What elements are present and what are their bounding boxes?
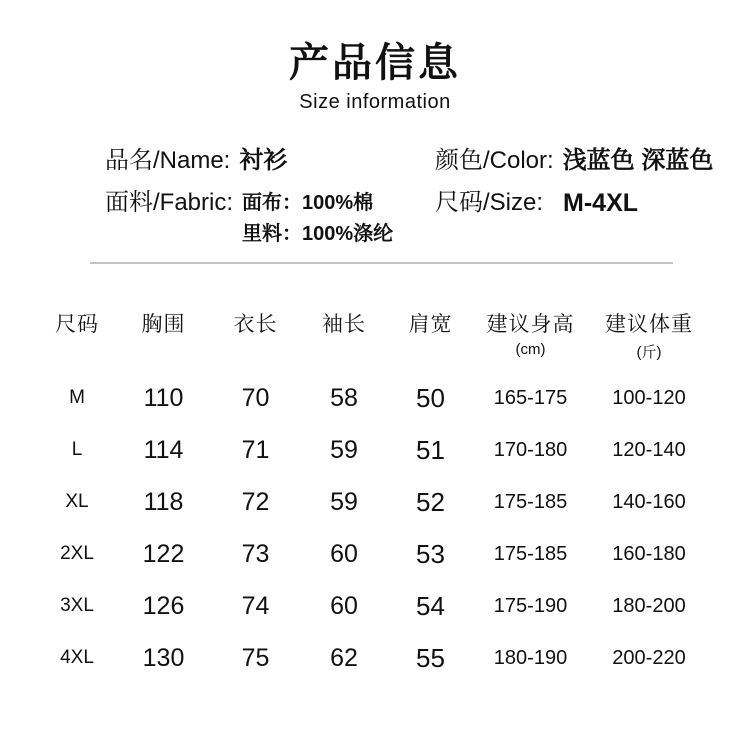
cell-height: 170-180: [493, 438, 568, 461]
page-subtitle: Size information: [299, 91, 451, 113]
cell-sleeve: 59: [330, 435, 358, 464]
fabric-lining-line: 里料：100%涤纶: [242, 223, 394, 245]
table-header-row: [38, 308, 710, 362]
cell-sleeve: 62: [330, 643, 358, 672]
product-color-label: 颜色/Color:: [435, 147, 554, 174]
cell-sleeve: 60: [330, 539, 358, 568]
product-color-row: [435, 146, 713, 176]
cell-chest: 126: [142, 591, 185, 620]
size-table: [38, 308, 710, 684]
product-fabric-value: [242, 188, 393, 250]
cell-weight: 100-120: [612, 386, 686, 409]
cell-length: 74: [241, 591, 270, 620]
cell-length: 73: [241, 539, 270, 568]
cell-weight: 160-180: [612, 542, 686, 565]
table-row: [38, 580, 710, 632]
product-name-label: 品名/Name:: [105, 147, 231, 174]
cell-length: 75: [241, 643, 270, 672]
cell-chest: 114: [143, 435, 184, 464]
cell-size: 2XL: [60, 543, 94, 564]
cell-size: 3XL: [60, 595, 94, 616]
cell-length: 71: [241, 435, 270, 464]
table-row: [38, 528, 710, 580]
cell-chest: 110: [143, 383, 184, 412]
cell-chest: 118: [143, 487, 184, 516]
table-row: [38, 424, 710, 476]
cell-height: 165-175: [493, 386, 568, 409]
cell-size: L: [71, 439, 83, 460]
fabric-outer-line: 面布：100%棉: [242, 192, 374, 214]
cell-height: 175-185: [493, 542, 568, 565]
product-name-value: 衬衫: [239, 147, 288, 174]
product-size-value: M-4XL: [563, 189, 639, 217]
cell-chest: 122: [142, 539, 185, 568]
cell-sleeve: 60: [330, 591, 358, 620]
page-title: 产品信息: [289, 41, 461, 85]
col-header-chest: 胸围: [141, 313, 186, 336]
col-header-size: 尺码: [55, 313, 99, 336]
col-header-shoulder: 肩宽: [408, 313, 453, 336]
col-header-sleeve: 袖长: [322, 313, 366, 336]
product-size-row: [435, 188, 713, 250]
cell-size: M: [69, 387, 85, 408]
product-name-row: [105, 146, 435, 176]
col-header-height-unit: (cm): [515, 341, 546, 358]
cell-size: XL: [65, 491, 89, 512]
cell-height: 180-190: [493, 646, 568, 669]
cell-shoulder: 54: [416, 590, 445, 621]
table-row: [38, 372, 710, 424]
cell-weight: 140-160: [612, 490, 686, 513]
cell-sleeve: 58: [330, 383, 358, 412]
col-header-weight: [588, 308, 710, 362]
product-info-section: [0, 146, 750, 250]
cell-weight: 180-200: [612, 594, 686, 617]
cell-sleeve: 59: [330, 487, 358, 516]
cell-shoulder: 51: [416, 434, 445, 465]
cell-chest: 130: [142, 643, 185, 672]
col-header-weight-label: 建议体重: [605, 313, 693, 336]
table-row: [38, 632, 710, 684]
product-fabric-row: [105, 188, 435, 250]
cell-weight: 120-140: [612, 438, 686, 461]
col-header-height: [473, 308, 588, 358]
cell-height: 175-190: [493, 594, 568, 617]
cell-length: 70: [241, 383, 270, 412]
cell-height: 175-185: [493, 490, 568, 513]
cell-weight: 200-220: [612, 646, 686, 669]
cell-shoulder: 50: [416, 382, 445, 413]
table-row: [38, 476, 710, 528]
product-color-value: 浅蓝色 深蓝色: [562, 147, 714, 174]
cell-length: 72: [241, 487, 270, 516]
col-header-weight-unit: (斤): [636, 344, 662, 361]
section-divider: [90, 262, 673, 264]
cell-shoulder: 55: [416, 642, 445, 673]
col-header-length: 衣长: [233, 313, 278, 336]
cell-size: 4XL: [60, 647, 94, 668]
product-fabric-label: 面料/Fabric:: [105, 189, 234, 216]
cell-shoulder: 52: [416, 486, 445, 517]
col-header-height-label: 建议身高: [486, 313, 575, 336]
product-size-label: 尺码/Size:: [435, 189, 544, 216]
cell-shoulder: 53: [416, 538, 445, 569]
